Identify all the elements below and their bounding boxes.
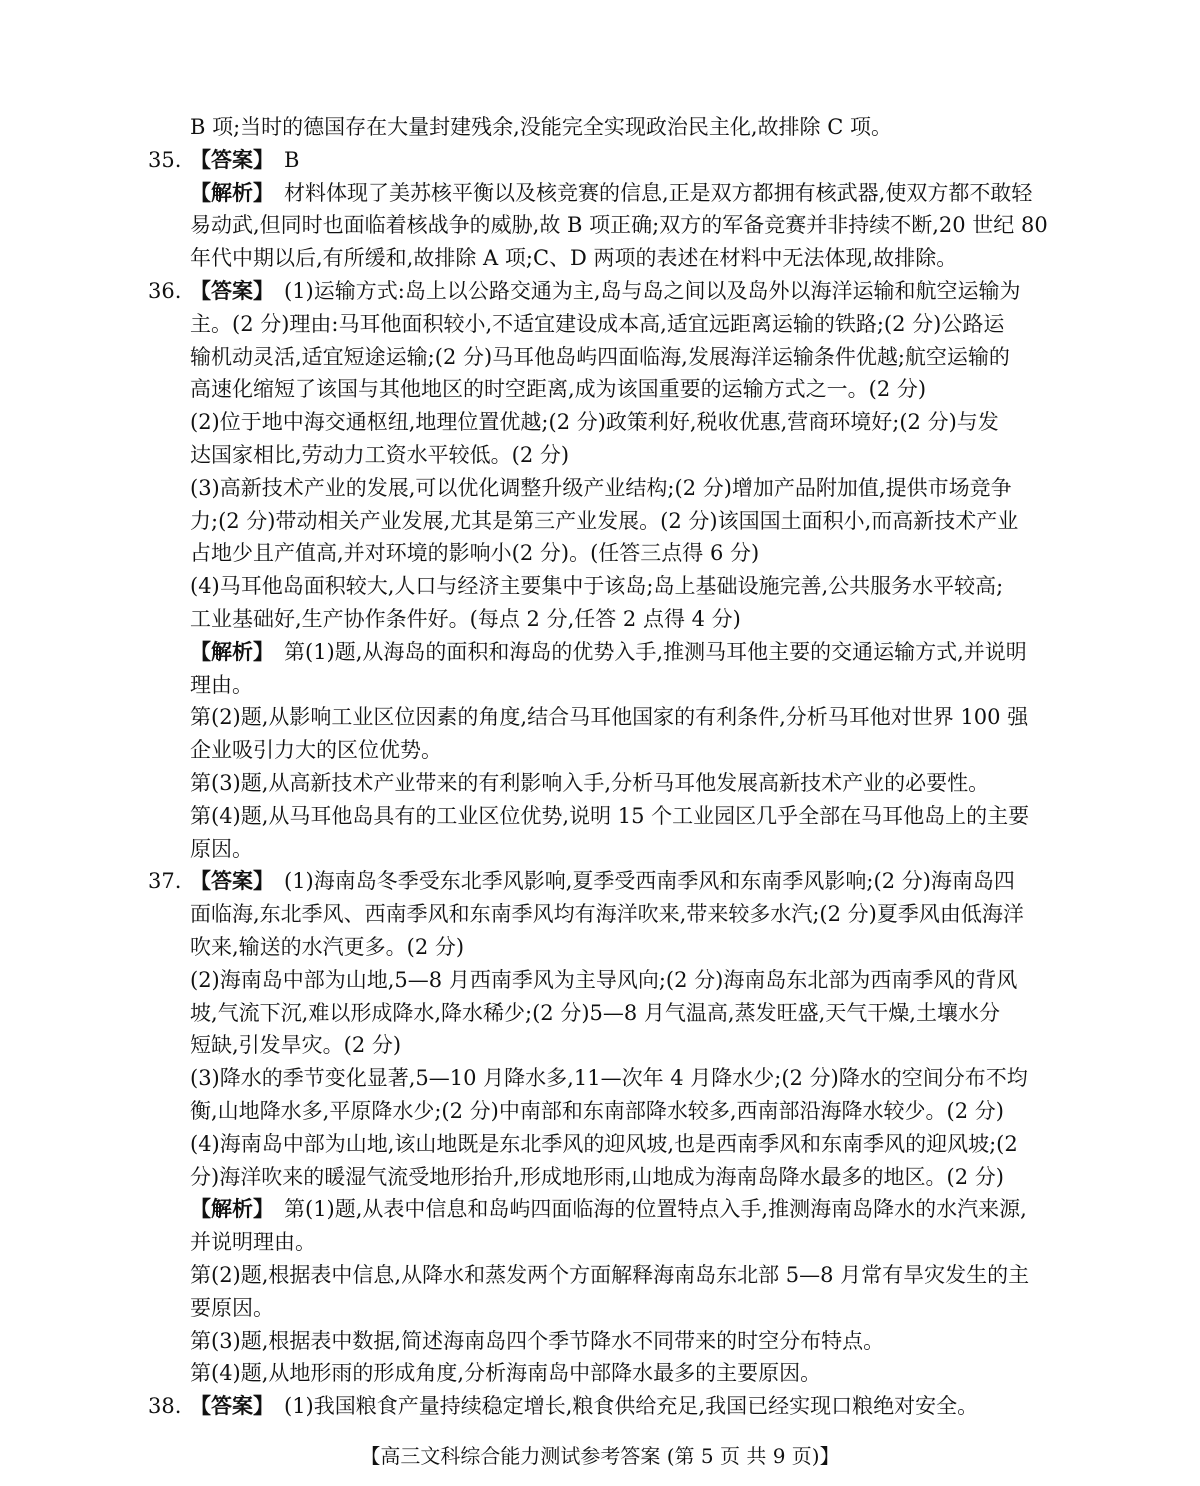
text-line xyxy=(190,768,1050,798)
line-text: 原因。 xyxy=(190,836,253,861)
line-text: (1)海南岛冬季受东北季风影响,夏季受西南季风和东南季风影响;(2 分)海南岛四 xyxy=(284,869,1015,894)
line-text: (3)高新技术产业的发展,可以优化调整升级产业结构;(2 分)增加产品附加值,提供市场竞争 xyxy=(190,475,1012,500)
line-text: 企业吸引力大的区位优势。 xyxy=(190,738,442,763)
question-number: 36. xyxy=(148,279,182,303)
line-text: 分)海洋吹来的暖湿气流受地形抬升,形成地形雨,山地成为海南岛降水最多的地区。(2 分) xyxy=(190,1164,1004,1189)
question-answer-line xyxy=(148,866,1015,896)
analysis-line xyxy=(190,1194,1050,1224)
line-text: 易动武,但同时也面临着核战争的威胁,故 B 项正确;双方的军备竞赛并非持续不断,20 世纪 80 xyxy=(190,213,1048,238)
text-line xyxy=(190,1260,1050,1290)
line-text: 要原因。 xyxy=(190,1295,274,1320)
page-footer: 【高三文科综合能力测试参考答案 (第 5 页 共 9 页)】 xyxy=(360,1444,840,1468)
text-line xyxy=(190,1129,1050,1159)
line-text: 主。(2 分)理由:马耳他面积较小,不适宜建设成本高,适宜远距离运输的铁路;(2 分)公路运 xyxy=(190,311,1005,336)
text-line xyxy=(190,440,1050,470)
text-line xyxy=(190,702,1050,732)
text-line xyxy=(190,899,1050,929)
line-text: 第(2)题,根据表中信息,从降水和蒸发两个方面解释海南岛东北部 5—8 月常有旱灾发生的主 xyxy=(190,1263,1030,1287)
text-line xyxy=(190,342,1050,372)
text-line xyxy=(190,1293,1050,1323)
text-line xyxy=(190,965,1050,995)
text-line xyxy=(190,473,1050,503)
line-text: 并说明理由。 xyxy=(190,1230,316,1255)
text-line xyxy=(190,243,1050,273)
line-text: 第(3)题,根据表中数据,简述海南岛四个季节降水不同带来的时空分布特点。 xyxy=(190,1328,885,1353)
text-line xyxy=(190,1227,1050,1257)
line-text: 年代中期以后,有所缓和,故排除 A 项;C、D 两项的表述在材料中无法体现,故排除。 xyxy=(190,246,958,271)
answer-tag: 【答案】 xyxy=(190,279,274,303)
text-line xyxy=(190,932,1050,962)
line-text: 理由。 xyxy=(190,672,253,697)
text-line xyxy=(190,801,1050,831)
text-line xyxy=(190,407,1050,437)
line-text: 力;(2 分)带动相关产业发展,尤其是第三产业发展。(2 分)该国国土面积小,而高新技术产业 xyxy=(190,508,1019,533)
line-text: (1)我国粮食产量持续稳定增长,粮食供给充足,我国已经实现口粮绝对安全。 xyxy=(284,1394,979,1419)
text-line xyxy=(190,1326,1050,1356)
text-line xyxy=(190,735,1050,765)
text-line xyxy=(190,834,1050,864)
line-text: (3)降水的季节变化显著,5—10 月降水多,11—次年 4 月降水少;(2 分)降水的空间分布不均 xyxy=(190,1066,1028,1091)
line-text: 达国家相比,劳动力工资水平较低。(2 分) xyxy=(190,443,570,467)
analysis-tag: 【解析】 xyxy=(190,180,274,205)
text-line xyxy=(190,1063,1050,1093)
line-text: 坡,气流下沉,难以形成降水,降水稀少;(2 分)5—8 月气温高,蒸发旺盛,天气干燥,土壤水分 xyxy=(190,1000,1000,1025)
analysis-line xyxy=(190,637,1050,667)
text-line xyxy=(190,1096,1050,1126)
question-answer-line xyxy=(148,276,1021,306)
line-text: 第(4)题,从马耳他岛具有的工业区位优势,说明 15 个工业园区几乎全部在马耳他岛上的主要 xyxy=(190,803,1030,828)
text-line xyxy=(190,374,1050,404)
line-text: 占地少且产值高,并对环境的影响小(2 分)。(任答三点得 6 分) xyxy=(190,541,760,566)
line-text: B 项;当时的德国存在大量封建残余,没能完全实现政治民主化,故排除 C 项。 xyxy=(190,115,892,139)
line-text: 高速化缩短了该国与其他地区的时空距离,成为该国重要的运输方式之一。(2 分) xyxy=(190,377,927,402)
text-line xyxy=(190,309,1050,339)
line-text: 第(1)题,从表中信息和岛屿四面临海的位置特点入手,推测海南岛降水的水汽来源, xyxy=(284,1197,1027,1222)
question-number: 35. xyxy=(148,147,182,172)
line-text: 第(1)题,从海岛的面积和海岛的优势入手,推测马耳他主要的交通运输方式,并说明 xyxy=(284,639,1027,664)
line-text: (2)位于地中海交通枢纽,地理位置优越;(2 分)政策利好,税收优惠,营商环境好;(2 分)与发 xyxy=(190,410,999,435)
line-text: 材料体现了美苏核平衡以及核竞赛的信息,正是双方都拥有核武器,使双方都不敢轻 xyxy=(284,180,1033,205)
line-text: B xyxy=(284,147,300,172)
line-text: (4)马耳他岛面积较大,人口与经济主要集中于该岛;岛上基础设施完善,公共服务水平较高; xyxy=(190,574,1004,599)
line-text: 工业基础好,生产协作条件好。(每点 2 分,任答 2 点得 4 分) xyxy=(190,607,741,631)
text-line xyxy=(190,1358,1050,1388)
text-line xyxy=(190,1030,1050,1060)
question-number: 38. xyxy=(148,1394,182,1419)
line-text: (2)海南岛中部为山地,5—8 月西南季风为主导风向;(2 分)海南岛东北部为西南季风的背风 xyxy=(190,967,1018,992)
line-text: 第(2)题,从影响工业区位因素的角度,结合马耳他国家的有利条件,分析马耳他对世界 100 强 xyxy=(190,705,1029,730)
text-line xyxy=(190,1162,1050,1192)
question-number: 37. xyxy=(148,869,182,894)
text-line xyxy=(190,210,1050,240)
line-text: 短缺,引发旱灾。(2 分) xyxy=(190,1033,402,1058)
answer-tag: 【答案】 xyxy=(190,147,274,172)
question-answer-line xyxy=(148,145,1008,175)
line-text: 吹来,输送的水汽更多。(2 分) xyxy=(190,935,465,959)
text-line xyxy=(190,998,1050,1028)
answer-tag: 【答案】 xyxy=(190,869,274,894)
answer-tag: 【答案】 xyxy=(190,1394,274,1419)
analysis-tag: 【解析】 xyxy=(190,639,274,664)
text-line xyxy=(190,604,1050,634)
line-text: 第(3)题,从高新技术产业带来的有利影响入手,分析马耳他发展高新技术产业的必要性。 xyxy=(190,771,990,795)
text-line xyxy=(190,506,1050,536)
line-text: 第(4)题,从地形雨的形成角度,分析海南岛中部降水最多的主要原因。 xyxy=(190,1361,822,1386)
line-text: (4)海南岛中部为山地,该山地既是东北季风的迎风坡,也是西南季风和东南季风的迎风坡;(2 xyxy=(190,1131,1018,1156)
line-text: 衡,山地降水多,平原降水少;(2 分)中南部和东南部降水较多,西南部沿海降水较少。(2 分) xyxy=(190,1099,1004,1123)
analysis-tag: 【解析】 xyxy=(190,1197,274,1222)
line-text: 面临海,东北季风、西南季风和东南季风均有海洋吹来,带来较多水汽;(2 分)夏季风由低海洋 xyxy=(190,902,1024,927)
text-line xyxy=(190,538,1050,568)
question-answer-line xyxy=(148,1391,1008,1421)
text-line xyxy=(190,571,1050,601)
line-text: 输机动灵活,适宜短途运输;(2 分)马耳他岛屿四面临海,发展海洋运输条件优越;航空运输的 xyxy=(190,344,1010,369)
line-text: (1)运输方式:岛上以公路交通为主,岛与岛之间以及岛外以海洋运输和航空运输为 xyxy=(284,279,1021,303)
text-line xyxy=(190,670,1050,700)
text-line xyxy=(190,112,1050,142)
analysis-line xyxy=(190,178,1050,208)
